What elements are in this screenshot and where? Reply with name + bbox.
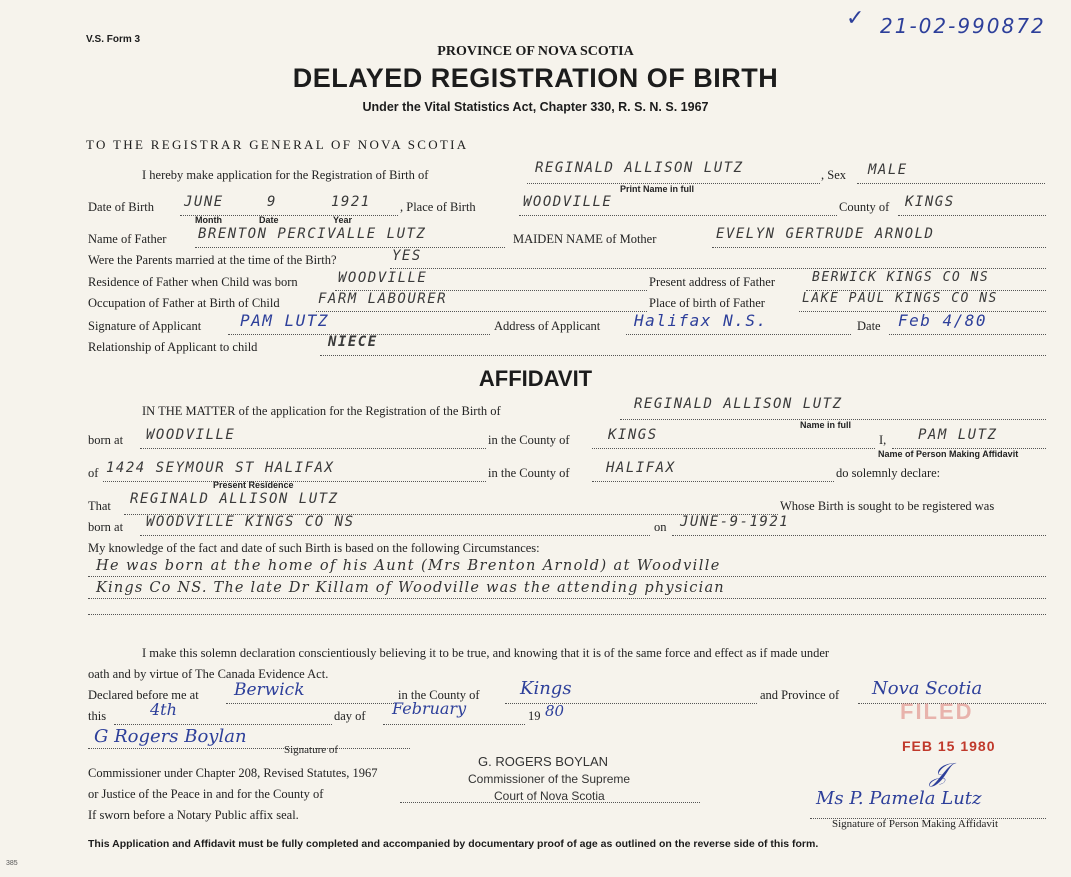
commissioner-line-3: If sworn before a Notary Public affix seal.: [88, 808, 299, 822]
of-label: of: [88, 466, 99, 480]
sex-value: MALE: [868, 162, 908, 178]
year-prefix: 19: [528, 709, 541, 723]
affidavit-county-label: in the County of: [488, 433, 570, 447]
county3-label: in the County of: [398, 688, 480, 702]
that-name-value: REGINALD ALLISON LUTZ: [130, 491, 339, 507]
married-value: YES: [392, 248, 422, 264]
married-label: Were the Parents married at the time of the Birth?: [88, 253, 337, 267]
mother-label: MAIDEN NAME of Mother: [513, 232, 657, 246]
that-label: That: [88, 499, 111, 513]
act-subtitle: Under the Vital Statistics Act, Chapter 330, R. S. N. S. 1967: [362, 100, 709, 114]
born-at2-label: born at: [88, 520, 124, 534]
on-label: on: [654, 520, 667, 534]
month-hint: Month: [195, 215, 222, 225]
residence-value: WOODVILLE: [338, 270, 428, 286]
father-birthplace-value: LAKE PAUL KINGS CO NS: [802, 291, 998, 306]
signature-of-label: Signature of: [284, 744, 339, 756]
applicant-signature-label: Signature of Applicant: [88, 319, 202, 333]
declared-at-value: Berwick: [234, 680, 305, 700]
knowledge-label: My knowledge of the fact and date of such Birth is based on the following Circumstances:: [88, 541, 540, 555]
born-at2-value: WOODVILLE KINGS CO NS: [146, 514, 355, 530]
footer-code: 385: [6, 860, 18, 867]
commissioner-stamp-title: Commissioner of the Supreme: [468, 772, 631, 786]
filed-date-stamp: FEB 15 1980: [902, 738, 996, 754]
affiant-name-hint: Name of Person Making Affidavit: [878, 449, 1019, 459]
commissioner-stamp-court: Court of Nova Scotia: [494, 789, 605, 803]
applicant-address-value: Halifax N.S.: [634, 311, 768, 330]
commissioner-stamp-name: G. ROGERS BOYLAN: [478, 754, 609, 769]
date-value: Feb 4/80: [898, 311, 988, 330]
application-intro: I hereby make application for the Registration of Birth of: [142, 168, 429, 182]
check-mark-icon: ✓: [846, 6, 865, 31]
county3-value: Kings: [520, 678, 572, 699]
present-address-label: Present address of Father: [649, 275, 776, 289]
page-title: DELAYED REGISTRATION OF BIRTH: [292, 63, 779, 93]
place-label: , Place of Birth: [400, 200, 476, 214]
place-value: WOODVILLE: [523, 194, 613, 210]
father-birthplace-label: Place of birth of Father: [649, 296, 765, 310]
matter-label: IN THE MATTER of the application for the Registration of the Birth of: [142, 404, 501, 418]
dob-year: 1921: [331, 194, 371, 210]
affidavit-child-name: REGINALD ALLISON LUTZ: [634, 396, 843, 412]
circumstances-line-1: He was born at the home of his Aunt (Mrs Brenton Arnold) at Woodville: [96, 558, 721, 574]
affiant-name-value: PAM LUTZ: [918, 427, 998, 443]
filed-stamp: FILED: [900, 699, 974, 724]
child-name-value: REGINALD ALLISON LUTZ: [535, 160, 744, 176]
i-label: I,: [879, 433, 887, 447]
relationship-value: NIECE: [328, 334, 378, 350]
applicant-signature-value: PAM LUTZ: [240, 311, 330, 330]
affidavit-county-value: KINGS: [608, 427, 658, 443]
date-label: Date: [857, 319, 881, 333]
residence-affidavit-value: 1424 SEYMOUR ST HALIFAX: [106, 460, 335, 476]
solemn-declaration-line-1: I make this solemn declaration conscientiously believing it to be true, and knowing that it is of the same force and effect as if made under: [142, 646, 830, 660]
footer-notice: This Application and Affidavit must be fully completed and accompanied by documentary proof of age as outlined on the reverse side of this form.: [88, 838, 819, 850]
declare-label: do solemnly declare:: [836, 466, 941, 480]
affiant-signature: Ms P. Pamela Lutz: [816, 788, 982, 809]
registrar-address: TO THE REGISTRAR GENERAL OF NOVA SCOTIA: [86, 137, 469, 152]
on-date-value: JUNE-9-1921: [680, 514, 790, 530]
affidavit-heading: AFFIDAVIT: [478, 366, 593, 391]
county2-label: in the County of: [488, 466, 570, 480]
province-label: and Province of: [760, 688, 840, 702]
residence-hint: Present Residence: [213, 480, 294, 490]
sex-label: , Sex: [821, 168, 846, 182]
applicant-address-label: Address of Applicant: [494, 319, 601, 333]
born-at-label: born at: [88, 433, 124, 447]
commissioner-line-2: or Justice of the Peace in and for the County of: [88, 787, 324, 801]
commissioner-line-1: Commissioner under Chapter 208, Revised Statutes, 1967: [88, 766, 378, 780]
dob-month: JUNE: [184, 194, 224, 210]
name-hint: Name in full: [800, 420, 852, 430]
residence-label: Residence of Father when Child was born: [88, 275, 298, 289]
mother-value: EVELYN GERTRUDE ARNOLD: [716, 226, 935, 242]
relationship-label: Relationship of Applicant to child: [88, 340, 258, 354]
day-value: 4th: [150, 700, 177, 719]
month-value: February: [392, 699, 467, 718]
circumstances-line-2: Kings Co NS. The late Dr Killam of Woodville was the attending physician: [96, 580, 725, 596]
father-value: BRENTON PERCIVALLE LUTZ: [198, 226, 427, 242]
registration-number: 21-02-990872: [880, 14, 1046, 38]
date-hint: Date: [259, 215, 279, 225]
day-of-label: day of: [334, 709, 366, 723]
whose-label: Whose Birth is sought to be registered was: [780, 499, 995, 513]
year-hint: Year: [333, 215, 353, 225]
occupation-value: FARM LABOURER: [318, 291, 448, 307]
solemn-declaration-line-2: oath and by virtue of The Canada Evidence Act.: [88, 667, 329, 681]
form-number: V.S. Form 3: [86, 34, 141, 45]
witness-scribble-icon: 𝒥: [930, 758, 948, 788]
occupation-label: Occupation of Father at Birth of Child: [88, 296, 280, 310]
dob-day: 9: [267, 194, 277, 210]
province-value: Nova Scotia: [872, 678, 983, 699]
this-label: this: [88, 709, 107, 723]
declared-before-label: Declared before me at: [88, 688, 199, 702]
commissioner-signature: G Rogers Boylan: [94, 726, 247, 747]
born-at-value: WOODVILLE: [146, 427, 236, 443]
print-name-hint: Print Name in full: [620, 184, 695, 194]
county-label: County of: [839, 200, 890, 214]
year-value: 80: [545, 702, 565, 720]
father-label: Name of Father: [88, 232, 167, 246]
affiant-signature-label: Signature of Person Making Affidavit: [832, 818, 998, 830]
county2-value: HALIFAX: [606, 460, 676, 476]
county-value: KINGS: [905, 194, 955, 210]
present-address-value: BERWICK KINGS CO NS: [812, 270, 990, 285]
dob-label: Date of Birth: [88, 200, 154, 214]
province-heading: PROVINCE OF NOVA SCOTIA: [437, 44, 634, 59]
